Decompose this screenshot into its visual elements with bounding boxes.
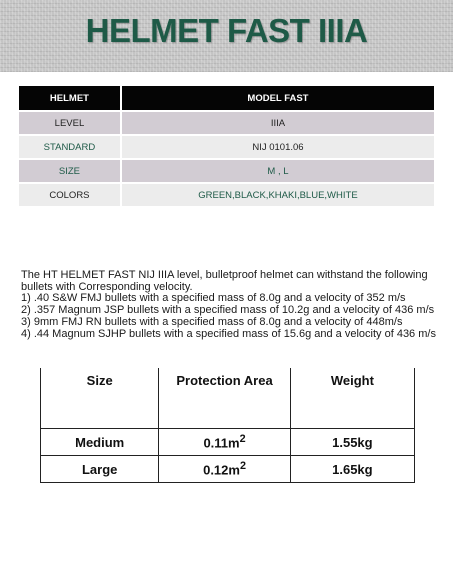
size-header-cell: Size xyxy=(41,368,159,429)
area-superscript: 2 xyxy=(239,433,246,446)
spec-value: NIJ 0101.06 xyxy=(122,136,434,158)
area-cell xyxy=(159,429,290,456)
spec-label: COLORS xyxy=(19,184,120,206)
spec-value: IIIA xyxy=(122,112,434,134)
spec-row-size xyxy=(19,160,434,182)
description-intro: The HT HELMET FAST NIJ IIIA level, bulletproof helmet can withstand the following bullets with Corresponding velocity. xyxy=(21,270,428,293)
weight-cell: 1.55kg xyxy=(290,429,414,456)
size-header-cell: Protection Area xyxy=(159,368,290,429)
size-cell: Medium xyxy=(41,429,159,456)
area-value: 0.11m xyxy=(203,435,240,451)
page-title: HELMET FAST IIIA xyxy=(85,12,368,49)
spec-label: LEVEL xyxy=(19,112,120,134)
size-table-header xyxy=(41,368,415,429)
bullet-item: 2) .357 Magnum JSP bullets with a specified mass of 10.2g and a velocity of 436 m/s xyxy=(21,304,435,317)
spec-label: STANDARD xyxy=(19,136,120,158)
area-superscript: 2 xyxy=(239,460,246,473)
spec-value: GREEN,BLACK,KHAKI,BLUE,WHITE xyxy=(122,184,434,206)
description-text xyxy=(21,270,445,370)
spec-row-standard xyxy=(19,136,434,158)
spec-table xyxy=(17,84,436,208)
spec-value: M , L xyxy=(122,160,434,182)
bullet-item: 1) .40 S&W FMJ bullets with a specified mass of 8.0g and a velocity of 352 m/s xyxy=(21,292,406,305)
spec-header-cell: HELMET xyxy=(19,86,120,110)
weight-cell: 1.65kg xyxy=(290,456,414,483)
spec-header-cell: MODEL FAST xyxy=(122,86,434,110)
spec-label: SIZE xyxy=(19,160,120,182)
title-banner xyxy=(0,0,453,72)
size-header-cell: Weight xyxy=(290,368,414,429)
spec-table-header xyxy=(19,86,434,110)
bullet-item: 4) .44 Magnum SJHP bullets with a specified mass of 15.6g and a velocity of 436 m/s xyxy=(21,327,436,340)
spec-row-level xyxy=(19,112,434,134)
area-cell xyxy=(159,456,290,483)
size-table xyxy=(40,368,415,483)
bullet-item: 3) 9mm FMJ RN bullets with a specified mass of 8.0g and a velocity of 448m/s xyxy=(21,315,403,328)
size-row-large xyxy=(41,456,415,483)
area-value: 0.12m xyxy=(203,462,240,478)
size-cell: Large xyxy=(41,456,159,483)
spec-row-colors xyxy=(19,184,434,206)
size-row-medium xyxy=(41,429,415,456)
